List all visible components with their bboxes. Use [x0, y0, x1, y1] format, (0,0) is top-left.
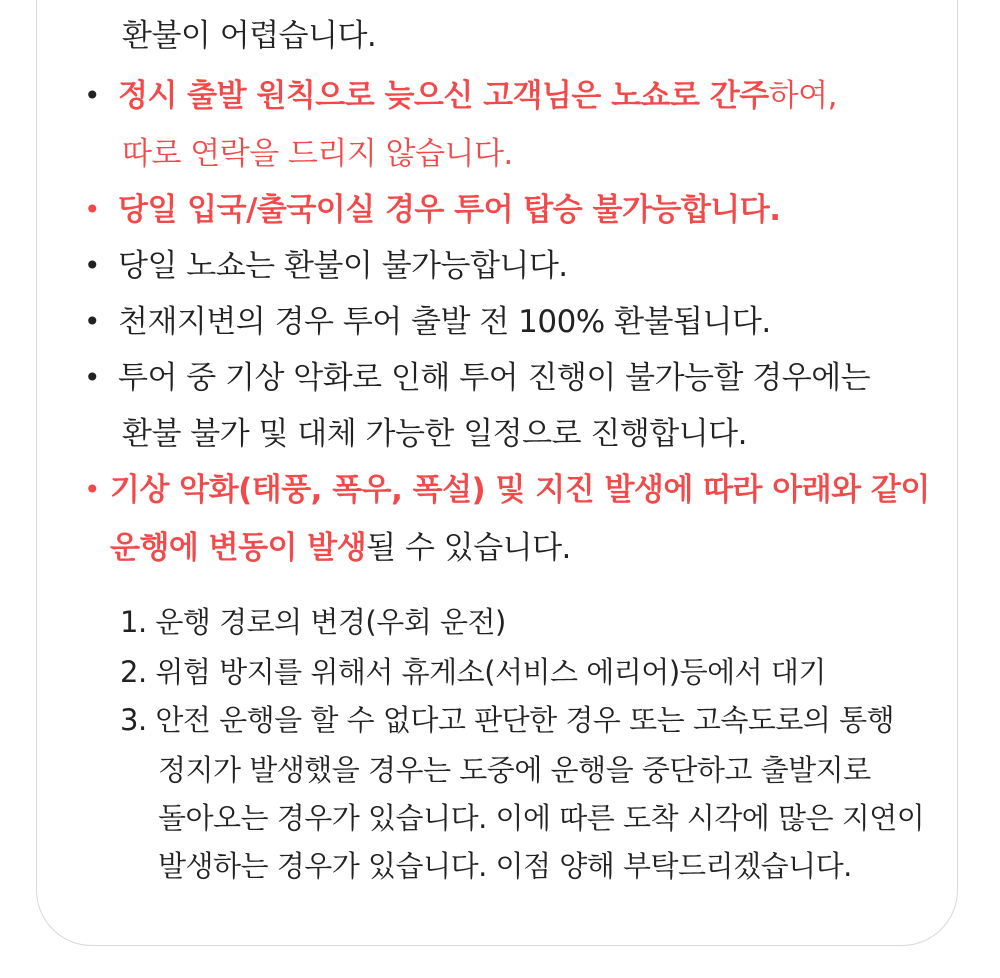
- notice-continuation: 환불이 어렵습니다.: [122, 18, 377, 54]
- notice-no-show-emphasis: 정시 출발 원칙으로 늦으신 고객님은 노쇼로 간주: [118, 78, 769, 114]
- notice-weather-during-tour-line2: 환불 불가 및 대체 가능한 일정으로 진행합니다.: [122, 416, 747, 452]
- notice-weather-operation-change-line2: [110, 528, 571, 568]
- sublist-text: 운행 경로의 변경(우회 운전): [155, 605, 506, 639]
- sublist-item-1: [120, 602, 506, 642]
- notice-no-show-policy: [118, 76, 837, 116]
- sublist-item-3: [120, 700, 894, 740]
- bullet-marker: •: [84, 249, 101, 282]
- sublist-item-3-line4: 발생하는 경우가 있습니다. 이점 양해 부탁드리겠습니다.: [158, 849, 852, 883]
- notice-weather-operation-change: 기상 악화(태풍, 폭우, 폭설) 및 지진 발생에 따라 아래와 같이: [110, 472, 930, 508]
- bullet-marker: •: [84, 305, 101, 338]
- sublist-text: 안전 운행을 할 수 없다고 판단한 경우 또는 고속도로의 통행: [155, 703, 895, 737]
- notice-operation-change-tail: 될 수 있습니다.: [366, 530, 571, 566]
- sublist-number: 2.: [120, 655, 147, 689]
- sublist-item-3-line3: 돌아오는 경우가 있습니다. 이에 따른 도착 시각에 많은 지연이: [158, 801, 925, 835]
- notice-natural-disaster-refund: 천재지변의 경우 투어 출발 전 100% 환불됩니다.: [118, 304, 771, 340]
- sublist-item-2: [120, 652, 826, 692]
- sublist-number: 1.: [120, 605, 147, 639]
- notice-no-show-refund: 당일 노쇼는 환불이 불가능합니다.: [118, 248, 568, 284]
- notice-weather-during-tour: 투어 중 기상 악화로 인해 투어 진행이 불가능할 경우에는: [118, 360, 871, 396]
- bullet-marker: •: [84, 361, 101, 394]
- sublist-item-3-line2: 정지가 발생했을 경우는 도중에 운행을 중단하고 출발지로: [158, 753, 871, 787]
- notice-operation-change-emphasis: 운행에 변동이 발생: [110, 530, 367, 566]
- bullet-marker: •: [84, 473, 101, 506]
- notice-no-show-policy-line2: 따로 연락을 드리지 않습니다.: [122, 136, 513, 172]
- bullet-marker: •: [84, 79, 101, 112]
- sublist-text: 위험 방지를 위해서 휴게소(서비스 에리어)등에서 대기: [155, 655, 826, 689]
- sublist-number: 3.: [120, 703, 147, 737]
- bullet-marker: •: [84, 193, 101, 226]
- notice-same-day-immigration: 당일 입국/출국이실 경우 투어 탑승 불가능합니다.: [118, 192, 781, 228]
- notice-no-show-tail: 하여,: [768, 78, 837, 114]
